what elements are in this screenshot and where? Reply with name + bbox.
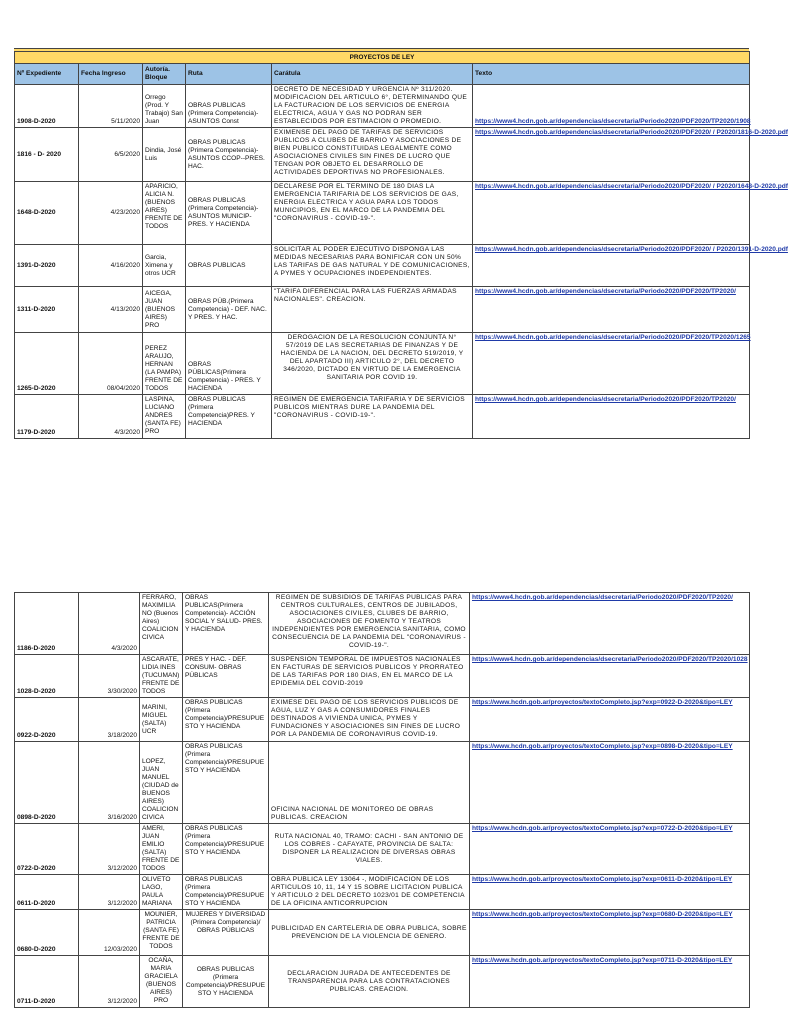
cell-texto-link[interactable]: https://www4.hcdn.gob.ar/dependencias/dsecretaria/Periodo2020/PDF2020/TP2020/ [470,593,750,655]
cell-texto-link[interactable]: https://www4.hcdn.gob.ar/dependencias/dsecretaria/Periodo2020/PDF2020/ / P2020/1648-D-2020.pdf [473,182,750,245]
table-title-row [15,52,750,64]
cell-ruta: OBRAS PUBLICAS (Primera Competencia)/PRESUPUESTO Y HACIENDA [183,875,269,910]
cell-texto-link[interactable]: https://www.hcdn.gob.ar/proyectos/textoCompleto.jsp?exp=0680-D-2020&tipo=LEY [470,910,750,956]
cell-expediente: 0898-D-2020 [15,742,79,824]
cell-expediente: 1179-D-2020 [15,395,79,439]
cell-expediente: 0611-D-2020 [15,875,79,910]
cell-fecha: 4/23/2020 [79,182,143,245]
cell-autoria: MOUNIER, PATRICIA (SANTA FE) FRENTE DE TODOS [140,910,183,956]
cell-ruta: OBRAS PUBLICAS(Primera Competencia)- ACCIÓN SOCIAL Y SALUD- PRES. Y HACIENDA [183,593,269,655]
table-row [15,824,750,875]
cell-autoria: FERRARO, MAXIMILIANO (Buenos Aires) COALICION CIVICA [140,593,183,655]
table-title: PROYECTOS DE LEY [15,52,750,64]
cell-autoria: OLIVETO LAGO, PAULA MARIANA [140,875,183,910]
projects-table-page2 [14,592,750,1008]
header-fecha: Fecha Ingreso [79,64,143,85]
cell-texto-link[interactable]: https://www4.hcdn.gob.ar/dependencias/dsecretaria/Periodo2020/PDF2020/TP2020/ [473,287,750,333]
cell-ruta: OBRAS PUBLICAS (Primera Competencia)/PRESUPUESTO Y HACIENDA [183,956,269,1008]
cell-ruta: PRES Y HAC. - DEF. CONSUM- OBRAS PÚBLICAS [183,655,269,698]
cell-expediente: 1908-D-2020 [15,85,79,128]
cell-expediente: 1816 - D- 2020 [15,128,79,182]
cell-caratula: EXIMENSE DEL PAGO DE TARIFAS DE SERVICIOS PUBLICOS A CLUBES DE BARRIO Y ASOCIACIONES DE BIEN PUBLICO CONSTITUIDAS LEGALMENTE COMO ASOCIACIONES CIVILES SIN FINES DE LUCRO QUE TENGAN POR OBJETO EL DESARROLLO DE ACTIVIDADES DEPORTIVAS NO PROFESIONALES. [272,128,473,182]
cell-fecha: 4/3/2020 [79,593,140,655]
cell-texto-link[interactable]: https://www.hcdn.gob.ar/proyectos/textoCompleto.jsp?exp=0898-D-2020&tipo=LEY [470,742,750,824]
cell-fecha: 4/3/2020 [79,395,143,439]
cell-expediente: 0711-D-2020 [15,956,79,1008]
table-row [15,85,750,128]
cell-autoria: LASPINA, LUCIANO ANDRES (SANTA FE) PRO [143,395,186,439]
cell-ruta: OBRAS PÚB.(Primera Competencia) - DEF. NAC. Y PRES. Y HAC. [186,287,272,333]
cell-fecha: 3/12/2020 [79,875,140,910]
cell-fecha: 4/13/2020 [79,287,143,333]
header-autoria: Autoría. Bloque [143,64,186,85]
cell-autoria: MARINI, MIGUEL (SALTA) UCR [140,698,183,742]
projects-table-page1 [14,51,788,439]
cell-ruta: OBRAS PUBLICAS (Primera Competencia)-ASUNTOS MUNICIP-PRES. Y HACIENDA [186,182,272,245]
cell-expediente: 0680-D-2020 [15,910,79,956]
cell-fecha: 4/16/2020 [79,245,143,287]
cell-expediente: 1648-D-2020 [15,182,79,245]
header-texto: Texto [473,64,750,85]
cell-expediente: 1186-D-2020 [15,593,79,655]
cell-ruta: OBRAS PUBLICAS [186,245,272,287]
cell-caratula: OFICINA NACIONAL DE MONITOREO DE OBRAS PUBLICAS. CREACION [269,742,470,824]
table-row [15,742,750,824]
cell-fecha: 12/03/2020 [79,910,140,956]
cell-ruta: OBRAS PÚBLICAS(Primera Competencia) - PRES. Y HACIENDA [186,333,272,395]
cell-autoria: OCAÑA, MARIA GRACIELA (BUENOS AIRES) PRO [140,956,183,1008]
cell-expediente: 1265-D-2020 [15,333,79,395]
cell-caratula: DECLARESE POR EL TERMINO DE 180 DIAS LA EMERGENCIA TARIFARIA DE LOS SERVICIOS DE GAS, ENERGIA ELECTRICA Y AGUA PARA LOS TODOS MUNICIPIOS, EN EL MARCO DE LA PANDEMIA DEL "CORONAVIRUS - COVID-19-". [272,182,473,245]
cell-caratula: SOLICITAR AL PODER EJECUTIVO DISPONGA LAS MEDIDAS NECESARIAS PARA BONIFICAR CON UN 50% LAS TARIFAS DE GAS NATURAL Y DE COMUNICACIONES, A PYMES Y OCUPACIONES INDEPENDIENTES. [272,245,473,287]
cell-caratula: DECRETO DE NECESIDAD Y URGENCIA Nº 311/2020. MODIFICACION DEL ARTICULO 6°, DETERMINANDO QUE LA FACTURACION DE LOS SERVICIOS DE ENERGIA ELECTRICA, AGUA Y GAS NO PODRAN SER ESTABLECIDOS POR ESTIMACION O PROMEDIO. [272,85,473,128]
cell-texto-link[interactable]: https://www.hcdn.gob.ar/proyectos/textoCompleto.jsp?exp=0722-D-2020&tipo=LEY [470,824,750,875]
cell-ruta: OBRAS PUBLICAS (Primera Competencia)PRES. Y HACIENDA [186,395,272,439]
header-ruta: Ruta [186,64,272,85]
cell-expediente: 0722-D-2020 [15,824,79,875]
table-row [15,128,750,182]
cell-autoria: Orrego (Prod. Y Trabajo) San Juan [143,85,186,128]
cell-caratula: RUTA NACIONAL 40, TRAMO: CACHI - SAN ANTONIO DE LOS COBRES - CAFAYATE, PROVINCIA DE SALTA: DISPONER LA REALIZACION DE DIVERSAS OBRAS VIALES. [269,824,470,875]
cell-texto-link[interactable]: https://www4.hcdn.gob.ar/dependencias/dsecretaria/Periodo2020/PDF2020/TP2020/1028 [470,655,750,698]
cell-autoria: Garcia, Ximena y otros UCR [143,245,186,287]
cell-expediente: 1028-D-2020 [15,655,79,698]
cell-caratula: DECLARACION JURADA DE ANTECEDENTES DE TRANSPARENCIA PARA LAS CONTRATACIONES PUBLICAS. CREACION. [269,956,470,1008]
cell-fecha: 3/12/2020 [79,824,140,875]
cell-texto-link[interactable]: https://www4.hcdn.gob.ar/dependencias/dsecretaria/Periodo2020/PDF2020/ / P2020/1816-D-2020.pdf [473,128,750,182]
table-row [15,910,750,956]
cell-caratula: EXIMESE DEL PAGO DE LOS SERVICIOS PUBLICOS DE AGUA, LUZ Y GAS A CONSUMIDORES FINALES DESTINADOS A VIVIENDA UNICA, PYMES Y FUNDACIONES Y ASOCIACIONES SIN FINES DE LUCRO POR LA PANDEMIA DE CORONAVIRUS COVID-19. [269,698,470,742]
cell-caratula: SUSPENSION TEMPORAL DE IMPUESTOS NACIONALES EN FACTURAS DE SERVICIOS PUBLICOS Y PRORRATEO DE LAS TARIFAS POR 180 DIAS, EN EL MARCO DE LA EPIDEMIA DEL COVID-2019 [269,655,470,698]
cell-expediente: 0922-D-2020 [15,698,79,742]
cell-texto-link[interactable]: https://www4.hcdn.gob.ar/dependencias/dsecretaria/Periodo2020/PDF2020/TP2020/1908 [473,85,750,128]
cell-ruta: MUJERES Y DIVERSIDAD (Primera Competencia)/ OBRAS PÚBLICAS [183,910,269,956]
cell-autoria: APARICIO, ALICIA N. (BUENOS AIRES) FRENTE DE TODOS [143,182,186,245]
cell-fecha: 3/12/2020 [79,956,140,1008]
cell-fecha: 3/16/2020 [79,742,140,824]
cell-texto-link[interactable]: https://www.hcdn.gob.ar/proyectos/textoCompleto.jsp?exp=0711-D-2020&tipo=LEY [470,956,750,1008]
table-row [15,698,750,742]
cell-ruta: OBRAS PUBLICAS (Primera Competencia)/PRESUPUESTO Y HACIENDA [183,742,269,824]
cell-autoria: AMERI, JUAN EMILIO (SALTA) FRENTE DE TODOS [140,824,183,875]
cell-caratula: REGIMEN DE EMERGENCIA TARIFARIA Y DE SERVICIOS PUBLICOS MIENTRAS DURE LA PANDEMIA DEL "CORONAVIRUS - COVID-19-". [272,395,473,439]
table-row [15,875,750,910]
cell-autoria: LOPEZ, JUAN MANUEL (CIUDAD de BUENOS AIRES) COALICION CIVICA [140,742,183,824]
table-row [15,333,750,395]
cell-expediente: 1311-D-2020 [15,287,79,333]
cell-fecha: 6/5/2020 [79,128,143,182]
cell-ruta: OBRAS PUBLICAS (Primera Competencia)-ASUNTOS Const [186,85,272,128]
cell-texto-link[interactable]: https://www.hcdn.gob.ar/proyectos/textoCompleto.jsp?exp=0611-D-2020&tipo=LEY [470,875,750,910]
cell-texto-link[interactable]: https://www4.hcdn.gob.ar/dependencias/dsecretaria/Periodo2020/PDF2020/TP2020/ [473,395,750,439]
cell-caratula: REGIMEN DE SUBSIDIOS DE TARIFAS PUBLICAS PARA CENTROS CULTURALES, CENTROS DE JUBILADOS, ASOCIACIONES CIVILES, CLUBES DE BARRIO, ASOCIACIONES DE FOMENTO Y TEATROS INDEPENDIENTES POR EMERGENCIA SANITARIA, COMO CONSECUENCIA DE LA PANDEMIA DEL "CORONAVIRUS - COVID-19-". [269,593,470,655]
cell-texto-link[interactable]: https://www4.hcdn.gob.ar/dependencias/dsecretaria/Periodo2020/PDF2020/ / P2020/1391-D-2020.pdf [473,245,750,287]
table-row [15,395,750,439]
header-caratula: Carátula [272,64,473,85]
cell-caratula: "TARIFA DIFERENCIAL PARA LAS FUERZAS ARMADAS NACIONALES". CREACION. [272,287,473,333]
cell-ruta: OBRAS PUBLICAS (Primera Competencia)-ASUNTOS CCOP--PRES. HAC. [186,128,272,182]
cell-texto-link[interactable]: https://www.hcdn.gob.ar/proyectos/textoCompleto.jsp?exp=0922-D-2020&tipo=LEY [470,698,750,742]
cell-autoria: Dindia, José Luis [143,128,186,182]
cell-ruta: OBRAS PUBLICAS (Primera Competencia)/PRESUPUESTO Y HACIENDA [183,698,269,742]
table-row [15,245,750,287]
header-expediente: Nº Expediente [15,64,79,85]
cell-ruta: OBRAS PUBLICAS (Primera Competencia)/PRESUPUESTO Y HACIENDA [183,824,269,875]
cell-texto-link[interactable]: https://www4.hcdn.gob.ar/dependencias/dsecretaria/Periodo2020/PDF2020/TP2020/1265 [473,333,750,395]
cell-autoria: PEREZ ARAUJO, HERNAN (LA PAMPA) FRENTE DE TODOS [143,333,186,395]
cell-autoria: ASCARATE, LIDIA INES (TUCUMAN) FRENTE DE TODOS [140,655,183,698]
table-row [15,182,750,245]
table-row [15,655,750,698]
cell-fecha: 3/30/2020 [79,655,140,698]
cell-autoria: AICEGA, JUAN (BUENOS AIRES) PRO [143,287,186,333]
cell-caratula: PUBLICIDAD EN CARTELERIA DE OBRA PUBLICA, SOBRE PREVENCION DE LA VIOLENCIA DE GENERO. [269,910,470,956]
cell-expediente: 1391-D-2020 [15,245,79,287]
table-row [15,956,750,1008]
cell-caratula: DEROGACION DE LA RESOLUCION CONJUNTA N° 57/2019 DE LAS SECRETARIAS DE FINANZAS Y DE HACIENDA DE LA NACION, DEL DECRETO 519/2019, Y DEL APARTADO III) ARTICULO 2°, DEL DECRETO 346/2020, DICTADO EN VIRTUD DE LA EMERGENCIA SANITARIA POR COVID 19. [272,333,473,395]
cell-caratula: OBRA PUBLICA LEY 13064 -, MODIFICACION DE LOS ARTICULOS 10, 11, 14 Y 15 SOBRE LICITACION PUBLICA Y ARTICULO 2 DEL DECRETO 1023/01 DE COMPETENCIA DE LA OFICINA ANTICORRUPCION [269,875,470,910]
cell-fecha: 08/04/2020 [79,333,143,395]
table-header-row [15,64,750,85]
table-row [15,593,750,655]
table-row [15,287,750,333]
cell-fecha: 5/11/2020 [79,85,143,128]
cell-fecha: 3/18/2020 [79,698,140,742]
